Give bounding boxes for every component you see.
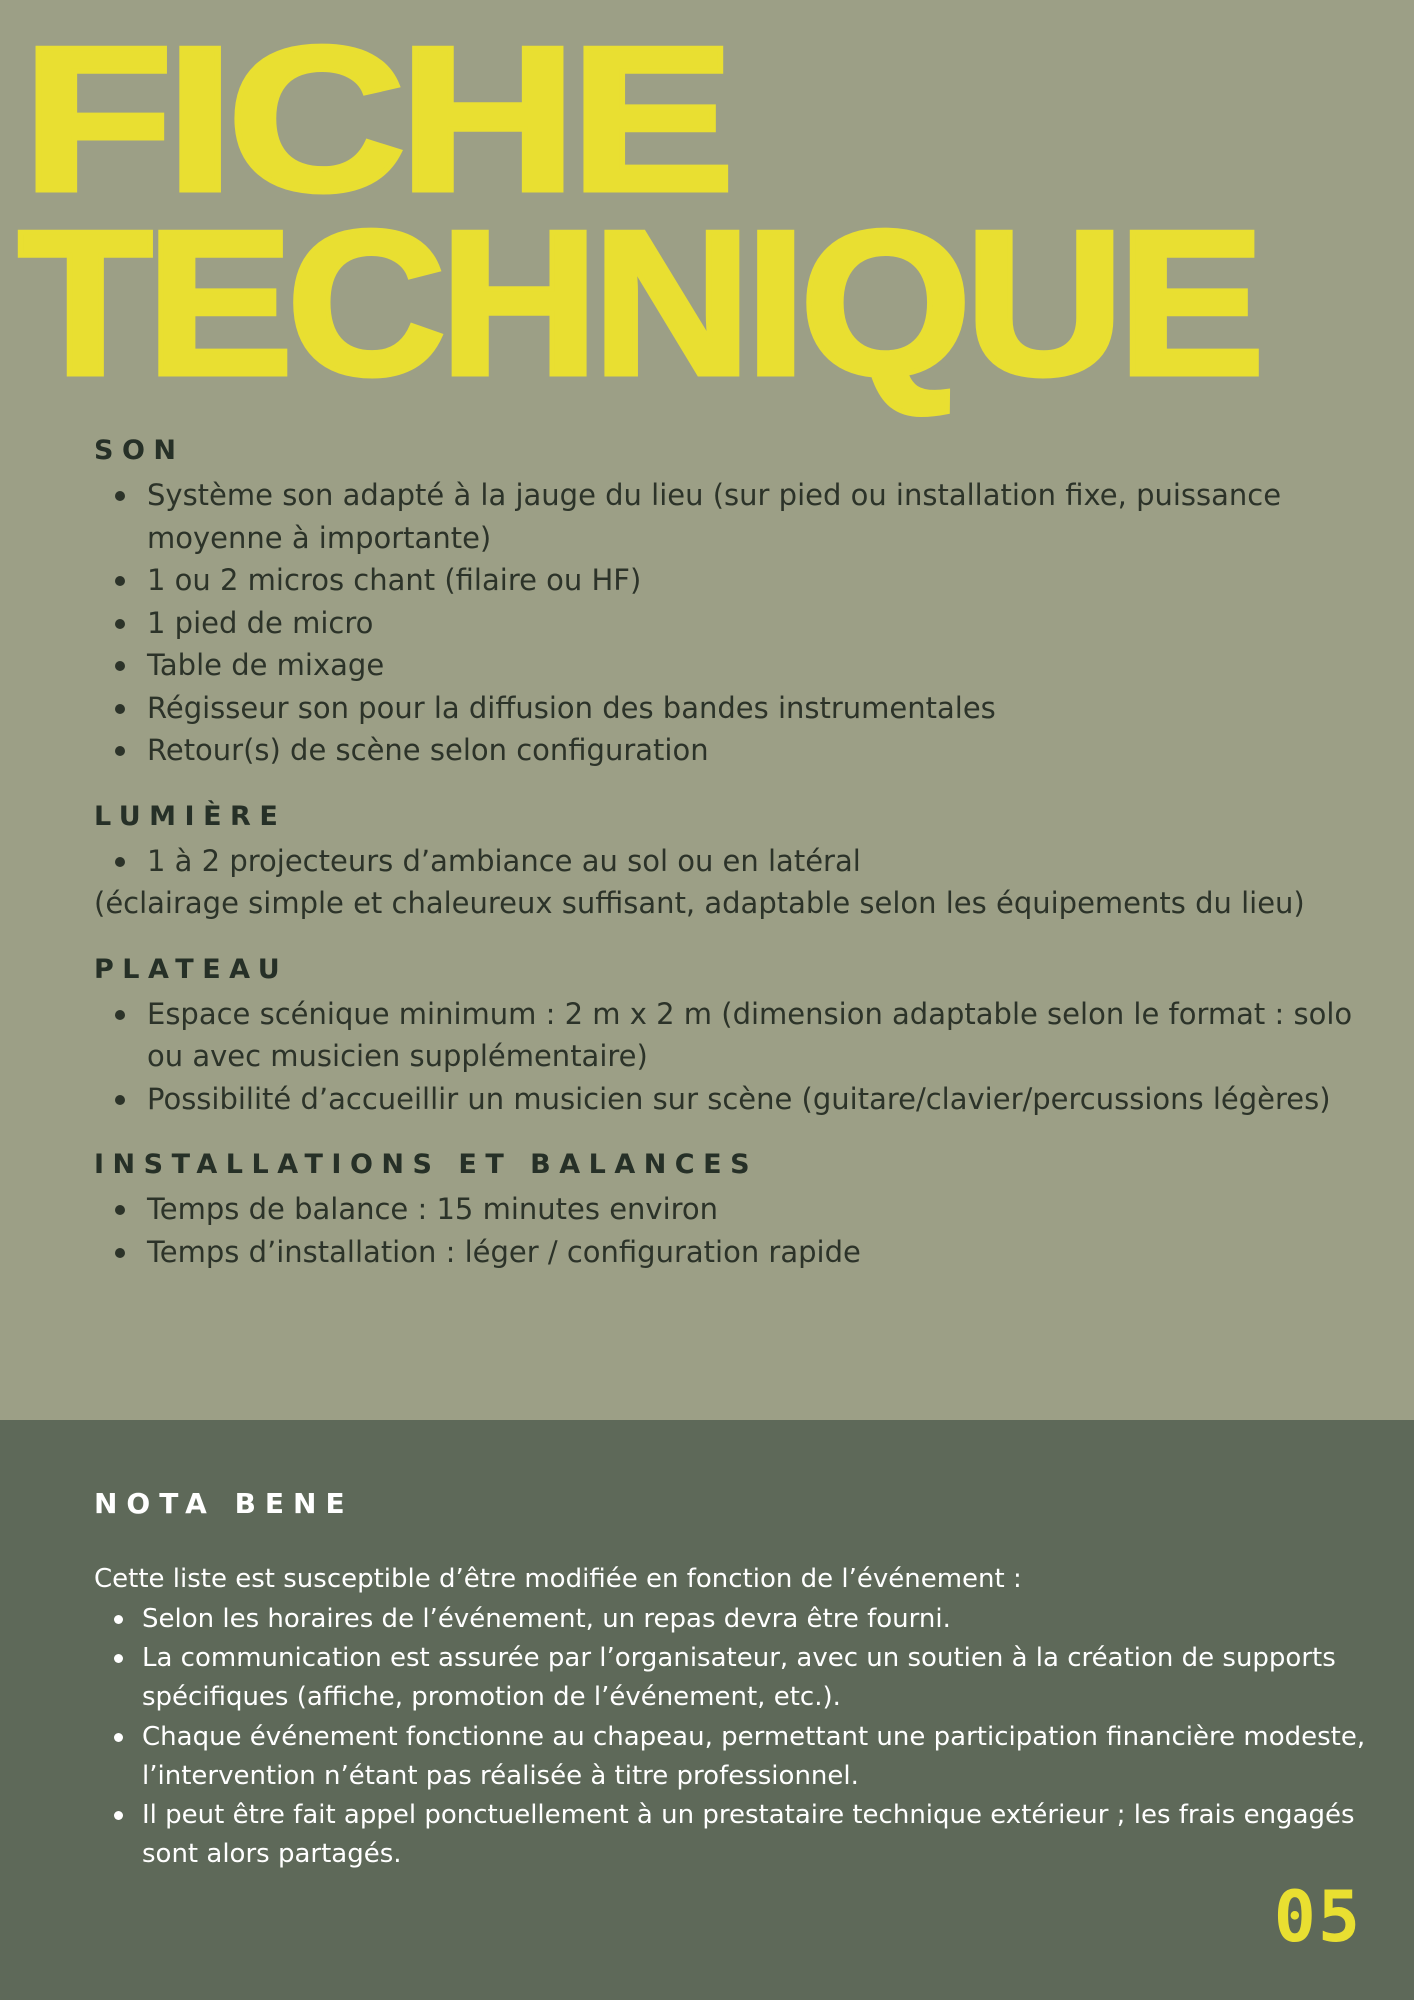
list-lumiere [94, 840, 1354, 883]
list-item: Régisseur son pour la diffusion des bandes instrumentales [147, 687, 1354, 730]
list-item: Selon les horaires de l’événement, un repas devra être fourni. [142, 1600, 1392, 1639]
sections-content [94, 432, 1354, 1299]
list-item: 1 à 2 projecteurs d’ambiance au sol ou en latéral [147, 840, 1354, 883]
section-lumiere [94, 798, 1354, 925]
list-item: 1 ou 2 micros chant (filaire ou HF) [147, 559, 1354, 602]
list-item: 1 pied de micro [147, 602, 1354, 645]
list-installations [94, 1188, 1354, 1273]
list-item: Retour(s) de scène selon configuration [147, 729, 1354, 772]
section-plateau [94, 951, 1354, 1121]
title-line-1: FICHE [22, 4, 728, 234]
list-item: Temps de balance : 15 minutes environ [147, 1188, 1354, 1231]
nota-bene-intro: Cette liste est susceptible d’être modifiée en fonction de l’événement : [94, 1564, 1022, 1594]
section-heading-son: SON [94, 435, 185, 466]
section-heading-lumiere: LUMIÈRE [94, 800, 287, 832]
nota-bene-heading: NOTA BENE [94, 1487, 354, 1520]
title-line-2: TECHNIQUE [18, 188, 1259, 418]
nota-bene-list [94, 1600, 1392, 1874]
section-son [94, 432, 1354, 772]
list-item: Table de mixage [147, 644, 1354, 687]
nota-bene-panel [0, 1420, 1414, 2000]
section-heading-installations: INSTALLATIONS ET BALANCES [94, 1149, 759, 1180]
page-number: 05 [1273, 1876, 1362, 1958]
section-installations [94, 1146, 1354, 1273]
list-item: Possibilité d’accueillir un musicien sur scène (guitare/clavier/percussions légères) [147, 1078, 1354, 1121]
list-item: Espace scénique minimum : 2 m x 2 m (dimension adaptable selon le format : solo ou avec musicien supplémentaire) [147, 993, 1354, 1078]
section-heading-plateau: PLATEAU [94, 953, 289, 985]
list-item: Temps d’installation : léger / configuration rapide [147, 1231, 1354, 1274]
list-item: La communication est assurée par l’organisateur, avec un soutien à la création de supports spécifiques (affiche, promotion de l’événement, etc.). [142, 1639, 1392, 1717]
list-item: Il peut être fait appel ponctuellement à un prestataire technique extérieur ; les frais engagés sont alors partagés. [142, 1796, 1392, 1874]
list-plateau [94, 993, 1354, 1121]
list-item: Système son adapté à la jauge du lieu (sur pied ou installation fixe, puissance moyenne à importante) [147, 474, 1354, 559]
list-son [94, 474, 1354, 772]
page-title [0, 0, 1414, 418]
lumiere-note: (éclairage simple et chaleureux suffisant, adaptable selon les équipements du lieu) [94, 886, 1305, 920]
list-item: Chaque événement fonctionne au chapeau, permettant une participation financière modeste, l’intervention n’étant pas réalisée à titre professionnel. [142, 1718, 1392, 1796]
